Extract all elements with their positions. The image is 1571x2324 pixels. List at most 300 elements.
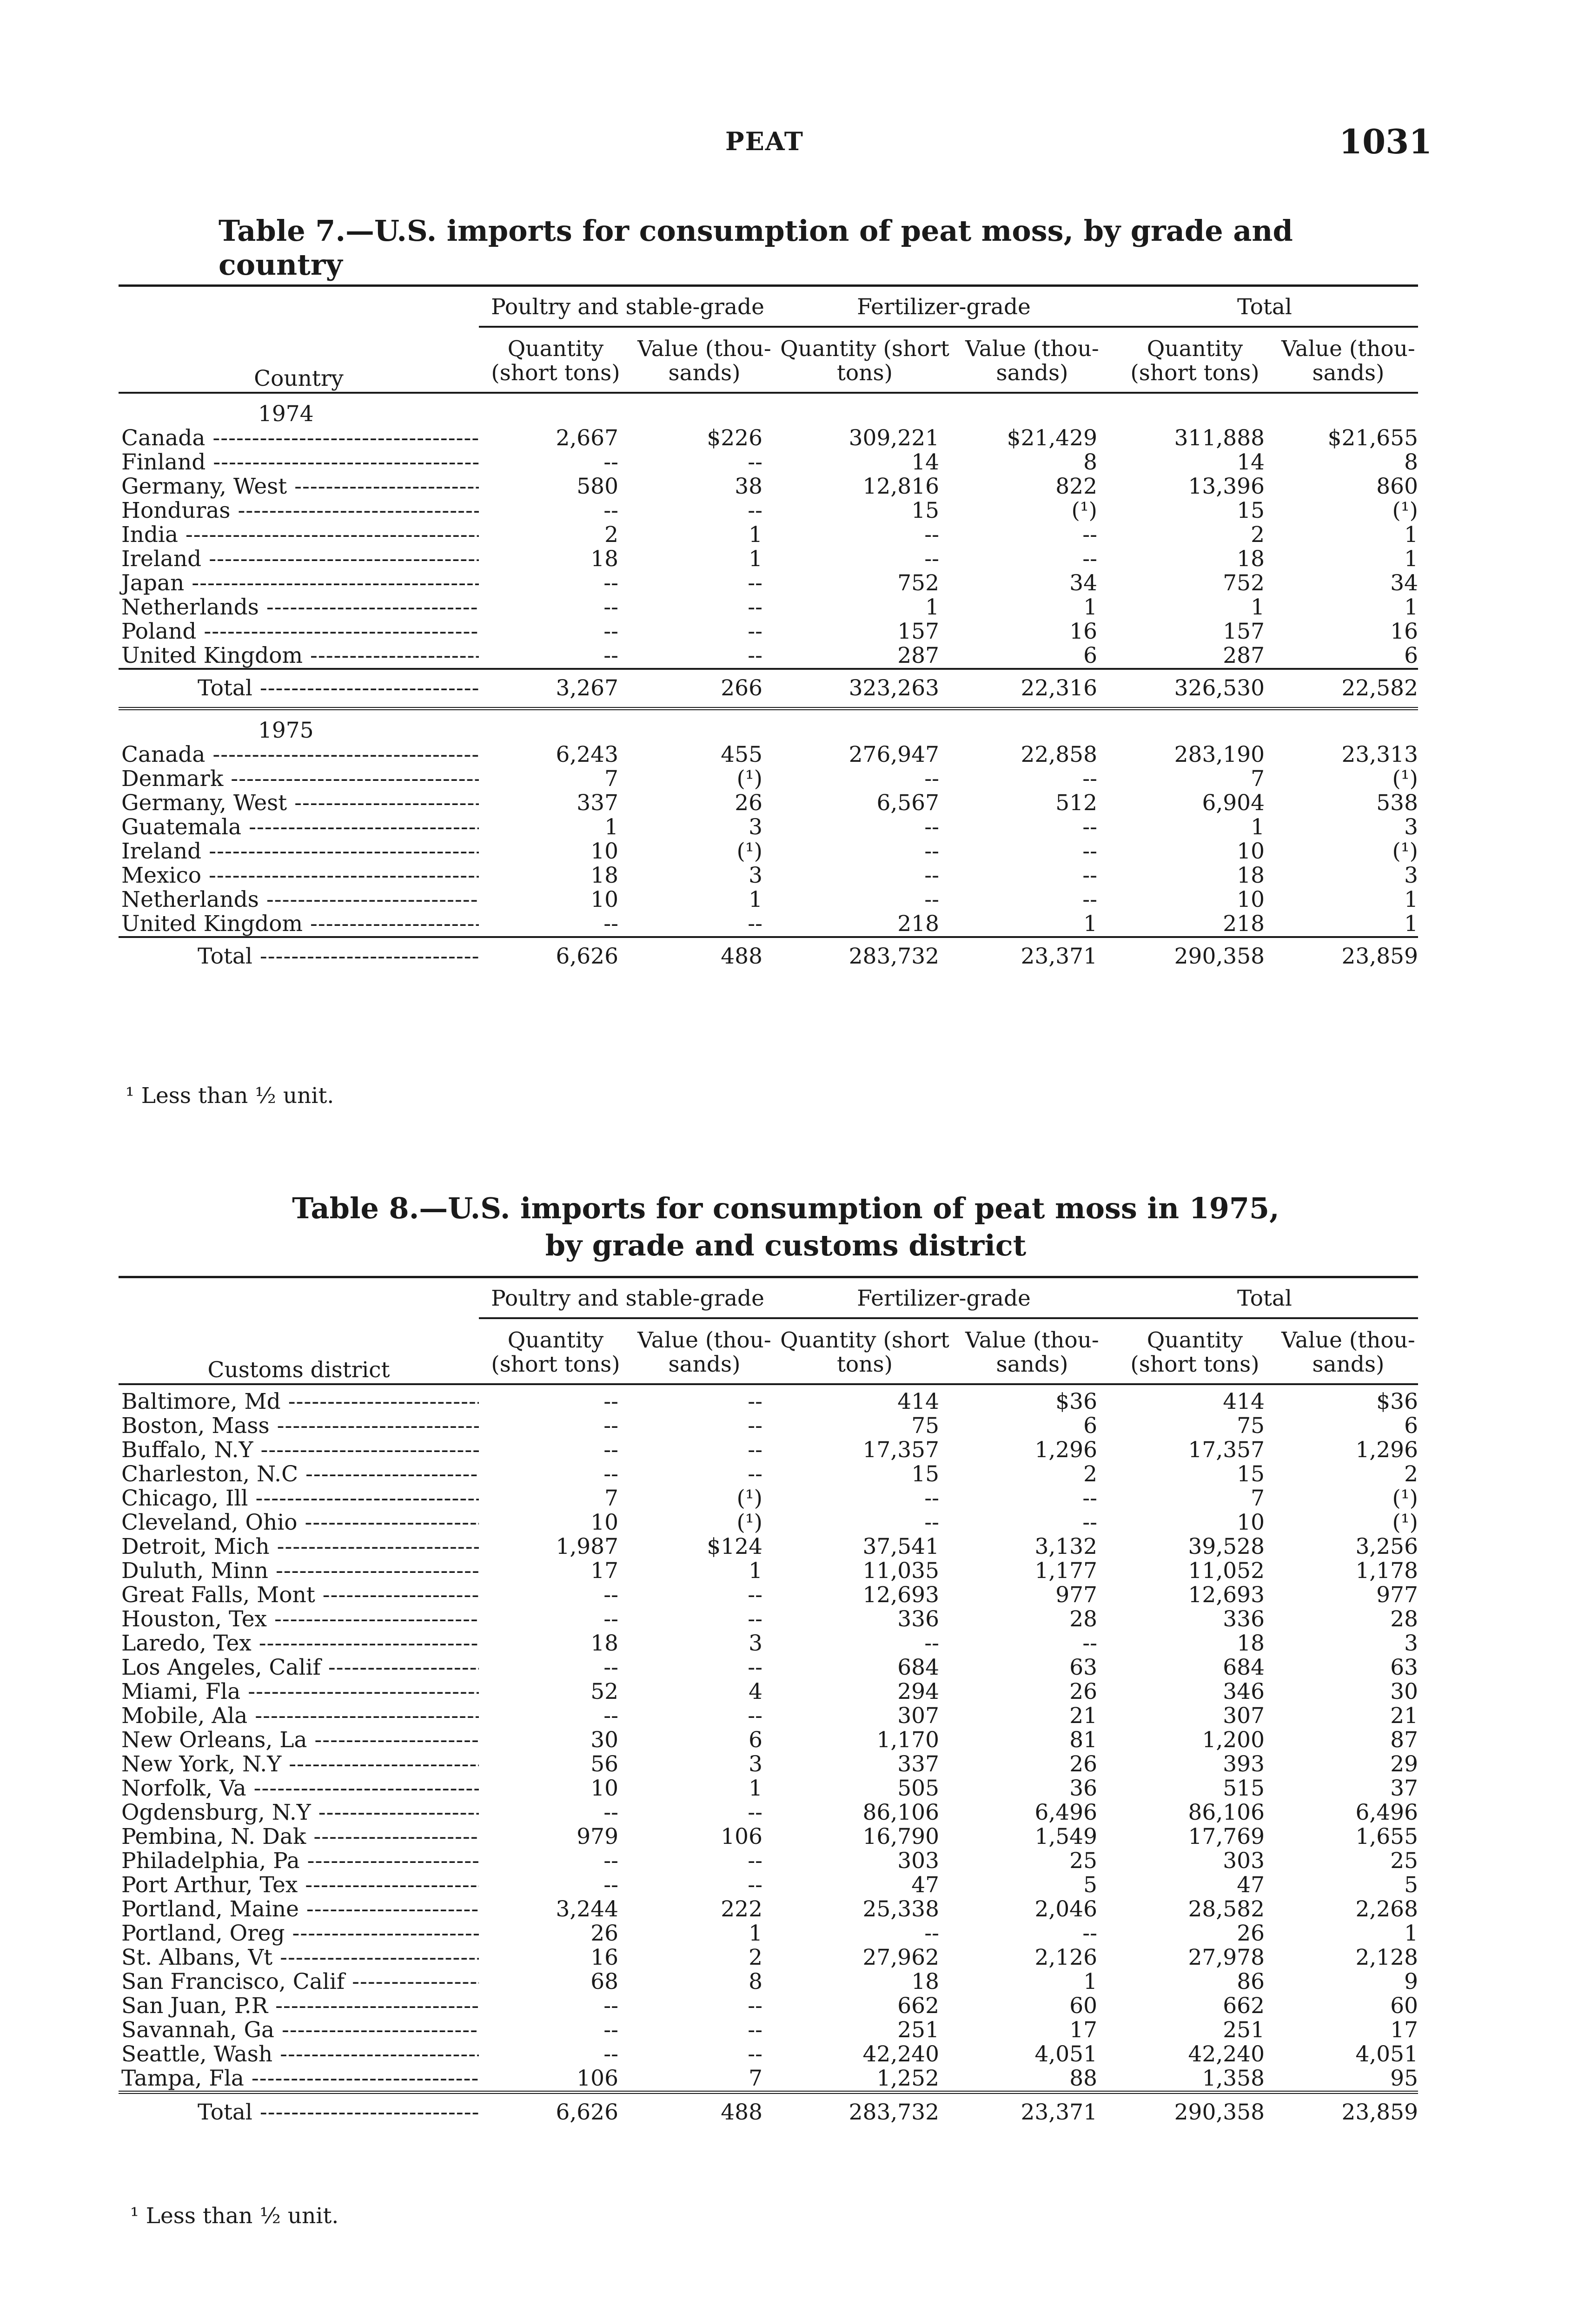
cell-value: 8 [1083,449,1097,475]
table-row [119,595,1418,620]
year-label: 1974 [258,401,314,427]
cell-value: 1 [1404,594,1418,620]
cell-value: -- [1082,1486,1097,1511]
table-row [119,1897,1418,1921]
cell-value: 7 [604,766,618,792]
page-number: 1031 [1339,122,1432,161]
cell-value: 30 [1390,1679,1418,1704]
table-row [119,1801,1418,1825]
table-row [119,815,1418,839]
cell-value: -- [924,522,939,548]
cell-value: 218 [1223,911,1265,937]
cell-value: 75 [1237,1413,1265,1439]
cell-value: 684 [1223,1655,1265,1680]
table-row [119,1921,1418,1946]
row-label: India ----- [119,523,479,547]
cell-value: -- [1082,838,1097,864]
cell-value: 1 [1251,814,1265,840]
row-label: Japan ----- [119,571,479,595]
table-row [119,1849,1418,1873]
cell-value: 30 [590,1727,618,1753]
table-7-caption: Table 7.—U.S. imports for consumption of peat moss, by grade and country [219,214,1293,282]
cell-value: 7 [749,2066,762,2091]
cell-value: 3 [1404,863,1418,888]
cell-value: 28 [1069,1606,1097,1632]
cell-value: -- [748,570,762,596]
cell-value: 87 [1390,1727,1418,1753]
table-8-footnote: ¹ Less than ½ unit. [130,2203,339,2229]
cell-value: 8 [1404,449,1418,475]
table-row [119,547,1418,571]
row-label: Ireland ----- [119,547,479,571]
cell-value: 2,126 [1034,1945,1097,1970]
table-row [119,864,1418,888]
table-row [119,2042,1418,2067]
cell-value: 303 [897,1848,939,1874]
group-header-fertilizer: Fertilizer-grade [776,286,1111,327]
cell-value: 9 [1404,1969,1418,1994]
total-value: 488 [632,937,776,975]
cell-value: 3,256 [1355,1534,1418,1559]
table-row [119,1384,1418,1414]
row-label: Chicago, Ill ----- [119,1486,479,1511]
cell-value: 1 [749,546,762,572]
cell-value: 18 [590,1631,618,1656]
total-value: 488 [632,2093,776,2132]
cell-value: 16 [1390,619,1418,644]
cell-value: 1 [749,522,762,548]
col-header-value: Value (thou-sands) [965,336,1099,386]
cell-value: 16,790 [862,1824,939,1849]
total-value: 283,732 [776,937,953,975]
cell-value: 157 [897,619,939,644]
cell-value: 25,338 [862,1896,939,1922]
cell-value: (¹) [1392,1510,1418,1535]
cell-value: 251 [1223,2017,1265,2043]
cell-value: 3 [749,1751,762,1777]
cell-value: 336 [1223,1606,1265,1632]
total-value: 22,316 [953,669,1111,709]
table-row [119,1583,1418,1607]
row-label: Cleveland, Ohio ----- [119,1511,479,1535]
cell-value: 17,769 [1188,1824,1265,1849]
cell-value: -- [748,1582,762,1608]
row-label: Canada ----- [119,426,479,450]
row-label: Germany, West ----- [119,475,479,499]
cell-value: 4,051 [1355,2041,1418,2067]
row-label: Philadelphia, Pa ----- [119,1849,479,1873]
running-header-title: PEAT [725,126,804,156]
cell-value: 75 [911,1413,939,1439]
total-value: 290,358 [1111,2093,1279,2132]
cell-value: 63 [1069,1655,1097,1680]
cell-value: 8 [749,1969,762,1994]
row-label: United Kingdom ----- [119,644,479,669]
row-label: Ogdensburg, N.Y ----- [119,1801,479,1825]
table-8 [119,1276,1418,2131]
row-label: Port Arthur, Tex ----- [119,1873,479,1897]
cell-value: -- [924,1921,939,1946]
total-value: 266 [632,669,776,709]
cell-value: -- [603,1582,618,1608]
cell-value: 42,240 [1188,2041,1265,2067]
group-header-fertilizer: Fertilizer-grade [776,1277,1111,1319]
row-label: Los Angeles, Calif ----- [119,1656,479,1680]
cell-value: 1,252 [876,2066,939,2091]
cell-value: 505 [897,1776,939,1801]
cell-value: 13,396 [1188,474,1265,499]
cell-value: 15 [1237,498,1265,523]
cell-value: 25 [1390,1848,1418,1874]
cell-value: 337 [897,1751,939,1777]
cell-value: 1 [1404,911,1418,937]
cell-value: -- [603,449,618,475]
cell-value: 2 [604,522,618,548]
cell-value: 1 [1083,1969,1097,1994]
cell-value: 337 [577,790,618,816]
cell-value: 1 [1083,911,1097,937]
cell-value: 26 [590,1921,618,1946]
cell-value: 5 [1083,1872,1097,1898]
cell-value: 47 [911,1872,939,1898]
table-7-footnote: ¹ Less than ½ unit. [126,1083,334,1109]
row-label: Great Falls, Mont ----- [119,1583,479,1607]
cell-value: -- [748,449,762,475]
cell-value: 251 [897,2017,939,2043]
cell-value: -- [748,1800,762,1825]
total-value: 3,267 [479,669,632,709]
cell-value: 28,582 [1188,1896,1265,1922]
cell-value: 276,947 [848,742,939,767]
cell-value: 157 [1223,619,1265,644]
cell-value: 26 [1237,1921,1265,1946]
cell-value: -- [603,911,618,937]
cell-value: 977 [1376,1582,1418,1608]
cell-value: -- [603,1461,618,1487]
row-label: Mobile, Ala ----- [119,1704,479,1728]
cell-value: -- [1082,814,1097,840]
row-label: Ireland ----- [119,839,479,864]
cell-value: 10 [1237,887,1265,912]
cell-value: -- [603,1606,618,1632]
cell-value: 1 [1404,1921,1418,1946]
cell-value: 12,816 [862,474,939,499]
cell-value: -- [748,498,762,523]
cell-value: -- [603,2017,618,2043]
cell-value: 346 [1223,1679,1265,1704]
cell-value: -- [748,1606,762,1632]
cell-value: 222 [721,1896,762,1922]
table-row [119,767,1418,791]
cell-value: 18 [590,546,618,572]
cell-value: 12,693 [1188,1582,1265,1608]
cell-value: 28 [1390,1606,1418,1632]
cell-value: -- [748,1655,762,1680]
cell-value: (¹) [1392,498,1418,523]
table-row [119,1631,1418,1656]
cell-value: 27,978 [1188,1945,1265,1970]
group-header-poultry: Poultry and stable-grade [479,286,776,327]
cell-value: -- [748,1461,762,1487]
cell-value: 1 [1251,594,1265,620]
table-row [119,1946,1418,1970]
cell-value: -- [748,911,762,937]
cell-value: 81 [1069,1727,1097,1753]
cell-value: 303 [1223,1848,1265,1874]
table-row [119,743,1418,767]
cell-value: 15 [911,1461,939,1487]
cell-value: 5 [1404,1872,1418,1898]
cell-value: -- [1082,863,1097,888]
total-row-1974 [119,669,1418,709]
table-7 [119,284,1418,975]
table-row [119,888,1418,912]
table-row [119,1680,1418,1704]
table-row [119,1511,1418,1535]
cell-value: 3,244 [556,1896,618,1922]
row-label: Pembina, N. Dak ----- [119,1825,479,1849]
cell-value: 1 [749,1558,762,1584]
cell-value: 7 [1251,1486,1265,1511]
cell-value: 3,132 [1034,1534,1097,1559]
table-row [119,1559,1418,1583]
cell-value: -- [603,619,618,644]
group-header-total: Total [1111,286,1418,327]
cell-value: 580 [577,474,618,499]
cell-value: 21 [1069,1703,1097,1729]
cell-value: -- [924,887,939,912]
total-value: 22,582 [1279,669,1418,709]
row-label: Charleston, N.C ----- [119,1462,479,1486]
cell-value: 1 [1083,594,1097,620]
cell-value: 18 [911,1969,939,1994]
cell-value: -- [748,1413,762,1439]
cell-value: 2,268 [1355,1896,1418,1922]
cell-value: (¹) [1392,1486,1418,1511]
cell-value: 34 [1069,570,1097,596]
cell-value: 860 [1376,474,1418,499]
cell-value: (¹) [1071,498,1097,523]
cell-value: 752 [897,570,939,596]
total-value: 23,859 [1279,937,1418,975]
cell-value: 1,177 [1034,1558,1097,1584]
row-label: Netherlands ----- [119,595,479,620]
row-label: St. Albans, Vt ----- [119,1946,479,1970]
cell-value: 21 [1390,1703,1418,1729]
cell-value: -- [1082,1510,1097,1535]
cell-value: 18 [1237,863,1265,888]
cell-value: 15 [911,498,939,523]
col-header-quantity: Quantity (short tons) [491,1327,620,1377]
cell-value: 3 [749,814,762,840]
row-label: Canada ----- [119,743,479,767]
table-row [119,450,1418,475]
row-label: Norfolk, Va ----- [119,1776,479,1801]
total-value: 23,371 [953,937,1111,975]
table-row [119,523,1418,547]
cell-value: 287 [1223,643,1265,668]
cell-value: 1,358 [1202,2066,1265,2091]
cell-value: 6,496 [1034,1800,1097,1825]
table-row [119,1752,1418,1776]
cell-value: 63 [1390,1655,1418,1680]
table-row [119,791,1418,815]
cell-value: 6 [1404,643,1418,668]
cell-value: 1,200 [1202,1727,1265,1753]
cell-value: 18 [590,863,618,888]
district-rows [119,1384,1418,2093]
cell-value: 294 [897,1679,939,1704]
cell-value: $21,429 [1007,425,1097,451]
cell-value: 6 [1404,1413,1418,1439]
row-label: Laredo, Tex ----- [119,1631,479,1656]
cell-value: (¹) [1392,838,1418,864]
row-header: Country [254,366,344,391]
cell-value: 2 [1404,1461,1418,1487]
total-row [119,2093,1418,2132]
row-label: Duluth, Minn ----- [119,1559,479,1583]
cell-value: 16 [590,1945,618,1970]
cell-value: 22,858 [1021,742,1097,767]
cell-value: 3 [749,863,762,888]
row-label: San Juan, P.R ----- [119,1994,479,2018]
table-row [119,1970,1418,1994]
cell-value: 52 [590,1679,618,1704]
cell-value: -- [603,643,618,668]
cell-value: (¹) [736,1486,762,1511]
total-label: Total ----- [119,2093,479,2132]
row-label: San Francisco, Calif ----- [119,1970,479,1994]
cell-value: 393 [1223,1751,1265,1777]
cell-value: 10 [590,887,618,912]
cell-value: 88 [1069,2066,1097,2091]
cell-value: -- [748,1993,762,2019]
row-label: Portland, Oreg ----- [119,1921,479,1946]
cell-value: 47 [1237,1872,1265,1898]
cell-value: -- [748,594,762,620]
cell-value: 37 [1390,1776,1418,1801]
cell-value: 86,106 [1188,1800,1265,1825]
cell-value: $226 [707,425,762,451]
cell-value: 34 [1390,570,1418,596]
cell-value: 37,541 [862,1534,939,1559]
cell-value: 17 [1390,2017,1418,2043]
rows-1975 [119,743,1418,937]
cell-value: 60 [1390,1993,1418,2019]
cell-value: 515 [1223,1776,1265,1801]
total-value: 323,263 [776,669,953,709]
cell-value: 283,190 [1174,742,1265,767]
cell-value: 95 [1390,2066,1418,2091]
cell-value: -- [748,1703,762,1729]
cell-value: (¹) [736,766,762,792]
cell-value: 17 [1069,2017,1097,2043]
total-value: 23,859 [1279,2093,1418,2132]
cell-value: 6,496 [1355,1800,1418,1825]
total-value: 23,371 [953,2093,1111,2132]
cell-value: -- [748,1389,762,1414]
table-row [119,571,1418,595]
row-label: Finland ----- [119,450,479,475]
col-header-quantity: Quantity (short tons) [491,336,620,386]
cell-value: 16 [1069,619,1097,644]
cell-value: 27,962 [862,1945,939,1970]
table-row [119,1656,1418,1680]
cell-value: 12,693 [862,1582,939,1608]
table-row [119,1438,1418,1462]
cell-value: 336 [897,1606,939,1632]
cell-value: -- [603,1703,618,1729]
row-label: Denmark ----- [119,767,479,791]
cell-value: 29 [1390,1751,1418,1777]
cell-value: 106 [577,2066,618,2091]
cell-value: 68 [590,1969,618,1994]
cell-value: 1,296 [1355,1437,1418,1463]
table-row [119,620,1418,644]
total-value: 6,626 [479,937,632,975]
table-row [119,1462,1418,1486]
cell-value: -- [748,1872,762,1898]
cell-value: 307 [897,1703,939,1729]
col-header-quantity: Quantity (short tons) [1130,1327,1259,1377]
cell-value: 60 [1069,1993,1097,2019]
table-row [119,1728,1418,1752]
cell-value: -- [924,863,939,888]
cell-value: 2,128 [1355,1945,1418,1970]
table-row [119,839,1418,864]
cell-value: -- [924,546,939,572]
table-row [119,1704,1418,1728]
cell-value: -- [748,1437,762,1463]
row-label: New York, N.Y ----- [119,1752,479,1776]
cell-value: -- [924,1486,939,1511]
cell-value: 287 [897,643,939,668]
cell-value: $124 [707,1534,762,1559]
cell-value: 26 [1069,1679,1097,1704]
cell-value: -- [748,619,762,644]
col-header-value: Value (thou-sands) [1281,1327,1415,1377]
row-header: Customs district [207,1357,390,1383]
cell-value: 18 [1237,546,1265,572]
cell-value: 10 [1237,1510,1265,1535]
cell-value: 106 [721,1824,762,1849]
group-header-total: Total [1111,1277,1418,1319]
cell-value: 1 [749,1776,762,1801]
cell-value: 17 [590,1558,618,1584]
row-label: United Kingdom ----- [119,912,479,937]
cell-value: 86,106 [862,1800,939,1825]
table-row [119,1776,1418,1801]
cell-value: 979 [577,1824,618,1849]
cell-value: 17,357 [862,1437,939,1463]
cell-value: 39,528 [1188,1534,1265,1559]
cell-value: -- [1082,766,1097,792]
table-row [119,1535,1418,1559]
cell-value: 6,567 [876,790,939,816]
cell-value: 11,052 [1188,1558,1265,1584]
table-row [119,499,1418,523]
cell-value: 14 [1237,449,1265,475]
cell-value: 10 [590,838,618,864]
group-header-poultry: Poultry and stable-grade [479,1277,776,1319]
cell-value: -- [603,1993,618,2019]
row-label: Mexico ----- [119,864,479,888]
cell-value: 752 [1223,570,1265,596]
cell-value: -- [603,1872,618,1898]
table-row [119,475,1418,499]
table-row [119,1414,1418,1438]
cell-value: -- [603,1800,618,1825]
